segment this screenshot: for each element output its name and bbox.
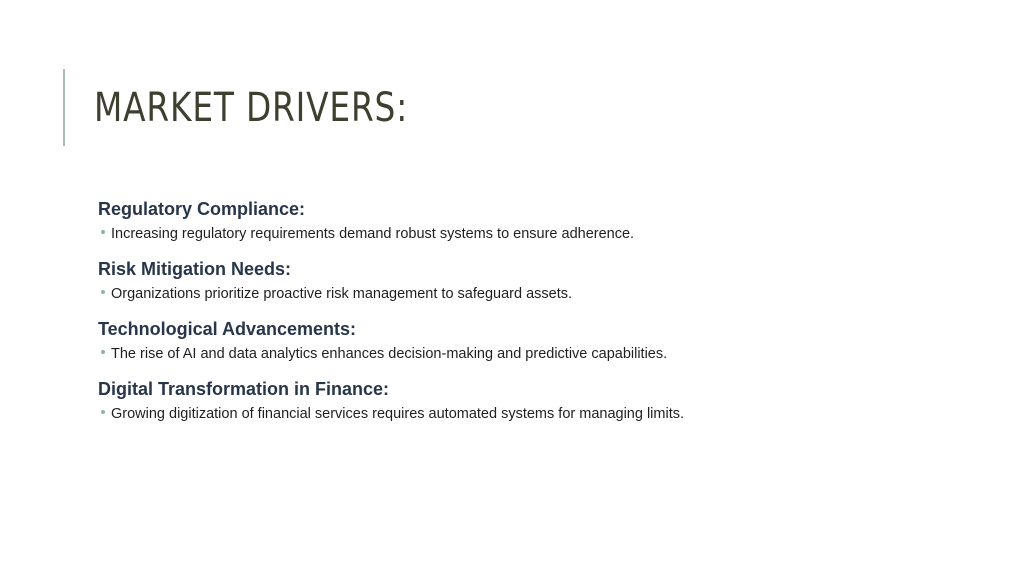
slide-content <box>98 197 978 437</box>
bullet-item <box>98 344 978 364</box>
bullet-item <box>98 404 978 424</box>
bullet-dot-icon <box>101 290 105 294</box>
section-heading: Digital Transformation in Finance: <box>98 379 390 399</box>
bullet-dot-icon <box>101 410 105 414</box>
bullet-dot-icon <box>101 350 105 354</box>
bullet-text: The rise of AI and data analytics enhances decision-making and predictive capabilities. <box>111 346 668 362</box>
section-heading: Technological Advancements: <box>98 319 357 339</box>
bullet-item <box>98 284 978 304</box>
section-technological-advancements <box>98 317 978 364</box>
slide-title: MARKET DRIVERS: <box>94 85 409 131</box>
section-heading: Regulatory Compliance: <box>98 199 306 219</box>
bullet-item <box>98 224 978 244</box>
bullet-text: Organizations prioritize proactive risk management to safeguard assets. <box>111 286 572 302</box>
section-risk-mitigation <box>98 257 978 304</box>
section-digital-transformation <box>98 377 978 424</box>
bullet-text: Increasing regulatory requirements demand robust systems to ensure adherence. <box>111 226 635 242</box>
bullet-text: Growing digitization of financial services requires automated systems for managing limits. <box>111 406 684 422</box>
bullet-dot-icon <box>101 230 105 234</box>
section-regulatory-compliance <box>98 197 978 244</box>
title-accent-bar <box>63 69 65 146</box>
section-heading: Risk Mitigation Needs: <box>98 259 292 279</box>
